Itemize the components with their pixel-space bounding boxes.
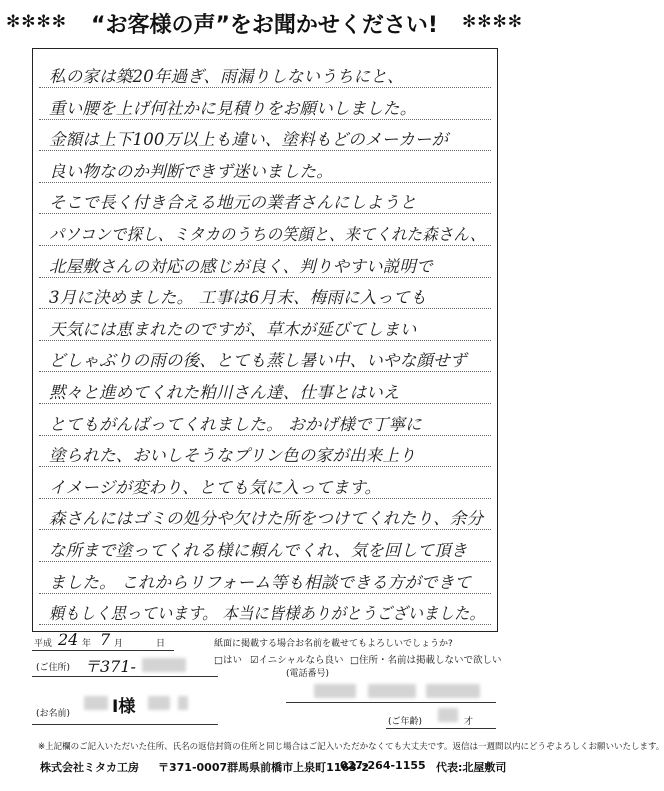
ruled-line [39,182,491,183]
ruled-line [39,466,491,467]
notice-text: ※上記欄のご記入いただいた住所、氏名の返信封筒の住所と同じ場合はご記入いただかなくても大丈夫です。返信は一週間以内にどうぞよろしくお願いいたします。 [38,742,664,752]
company-phone: 027-264-1155 [340,759,426,772]
letter-line: 北屋敷さんの対応の感じが良く、判りやすい説明で [49,256,433,276]
ruled-line [39,119,491,120]
redacted-name-1 [84,696,108,710]
stars-decoration-right: ✻✻✻✻ [462,12,523,32]
address-value: 〒371- [84,657,136,676]
ruled-line [39,435,491,436]
page-title: “お客様の声”をお聞かせください! [91,13,438,38]
ruled-line [39,593,491,594]
letter-line: イメージが変わり、とても気に入ってます。 [49,477,382,497]
redacted-name-2 [148,696,170,710]
ruled-line [39,498,491,499]
ruled-line [39,277,491,278]
option-initial: ☑イニシャルなら良い [250,655,344,666]
ruled-line [39,403,491,404]
letter-line: な所まで塗ってくれる様に頼んでくれ、気を回して頂き [49,541,468,560]
ruled-line [39,340,491,341]
respondent-form [32,630,502,742]
ruled-line [39,371,491,372]
letter-line: 森さんにはゴミの処分や欠けた所をつけてくれたり、余分 [49,509,484,529]
letter-line: 塗られた、おいしそうなプリン色の家が出来上り [49,446,416,466]
ruled-line [39,213,491,214]
company-address: 〒371-0007群馬県前橋市上泉町1163-2 [158,761,369,774]
age-suffix: 才 [464,717,474,727]
ruled-line [39,529,491,530]
company-name: 株式会社ミタカ工房 [40,761,139,774]
ruled-line [39,624,491,625]
letter-line: 頼もしく思っています。 本当に皆様ありがとうございました。 [49,604,485,624]
year-value: 24 [58,630,79,649]
letter-line: ました。 これからリフォーム等も相談できる方ができて [49,572,472,592]
letter-line: 私の家は築20年過ぎ、雨漏りしないうちにと、 [49,67,404,86]
letter-line: 良い物なのか判断できず迷いました。 [49,161,333,181]
ruled-line [39,87,491,88]
header [0,6,529,42]
name-value: I様 [112,697,136,717]
handwritten-letter [32,48,498,632]
ruled-line [39,150,491,151]
company-footer [40,759,510,777]
letter-line: 金額は上下100万以上も違い、塗料もどのメーカーが [49,130,449,150]
company-representative: 代表:北屋敷司 [436,761,507,774]
letter-line: 黙々と進めてくれた粕川さん達、仕事とはいえ [49,383,400,402]
option-yes: □はい [214,655,242,666]
redacted-name-3 [178,696,188,710]
name-label: (お名前) [36,709,71,719]
letter-line: どしゃぶりの雨の後、とても蒸し暑い中、いやな顔せず [49,351,467,371]
publish-question: 紙面に掲載する場合お名前を載せてもよろしいでしょうか? [214,639,453,649]
redacted-phone-3 [426,684,480,698]
letter-line: パソコンで探し、ミタカのうちの笑顔と、来てくれた森さん、 [49,225,486,244]
address-label: (ご住所) [36,663,71,673]
month-value: 7 [100,630,111,649]
letter-line: 3月に決めました。 工事は6月末、梅雨に入っても [49,288,427,308]
stars-decoration-left: ✻✻✻✻ [6,12,67,32]
address-underline [32,676,218,677]
letter-line: とてもがんばってくれました。 おかげ様で丁寧に [49,414,422,434]
age-label: (ご年齢) [388,717,423,727]
option-no-publish: □住所・名前は掲載しないで欲しい [350,655,502,666]
name-underline [32,724,218,725]
letter-line: 重い腰を上げ何社かに見積りをお願いしました。 [49,98,417,118]
day-label: 日 [156,639,166,649]
phone-underline [286,702,496,703]
redacted-phone-1 [314,684,356,698]
age-underline [386,728,496,729]
year-label: 年 [82,639,92,649]
redacted-postcode [142,658,186,672]
era-label: 平成 [34,639,53,649]
redacted-phone-2 [368,684,416,698]
redacted-age [438,708,458,722]
phone-label: (電話番号) [286,669,330,679]
letter-line: そこで長く付き合える地元の業者さんにしようと [49,193,417,213]
month-label: 月 [114,639,124,649]
ruled-line [39,308,491,309]
ruled-line [39,561,491,562]
letter-line: 天気には恵まれたのですが、草木が延びてしまい [49,319,417,339]
ruled-line [39,245,491,246]
date-underline [32,650,174,651]
